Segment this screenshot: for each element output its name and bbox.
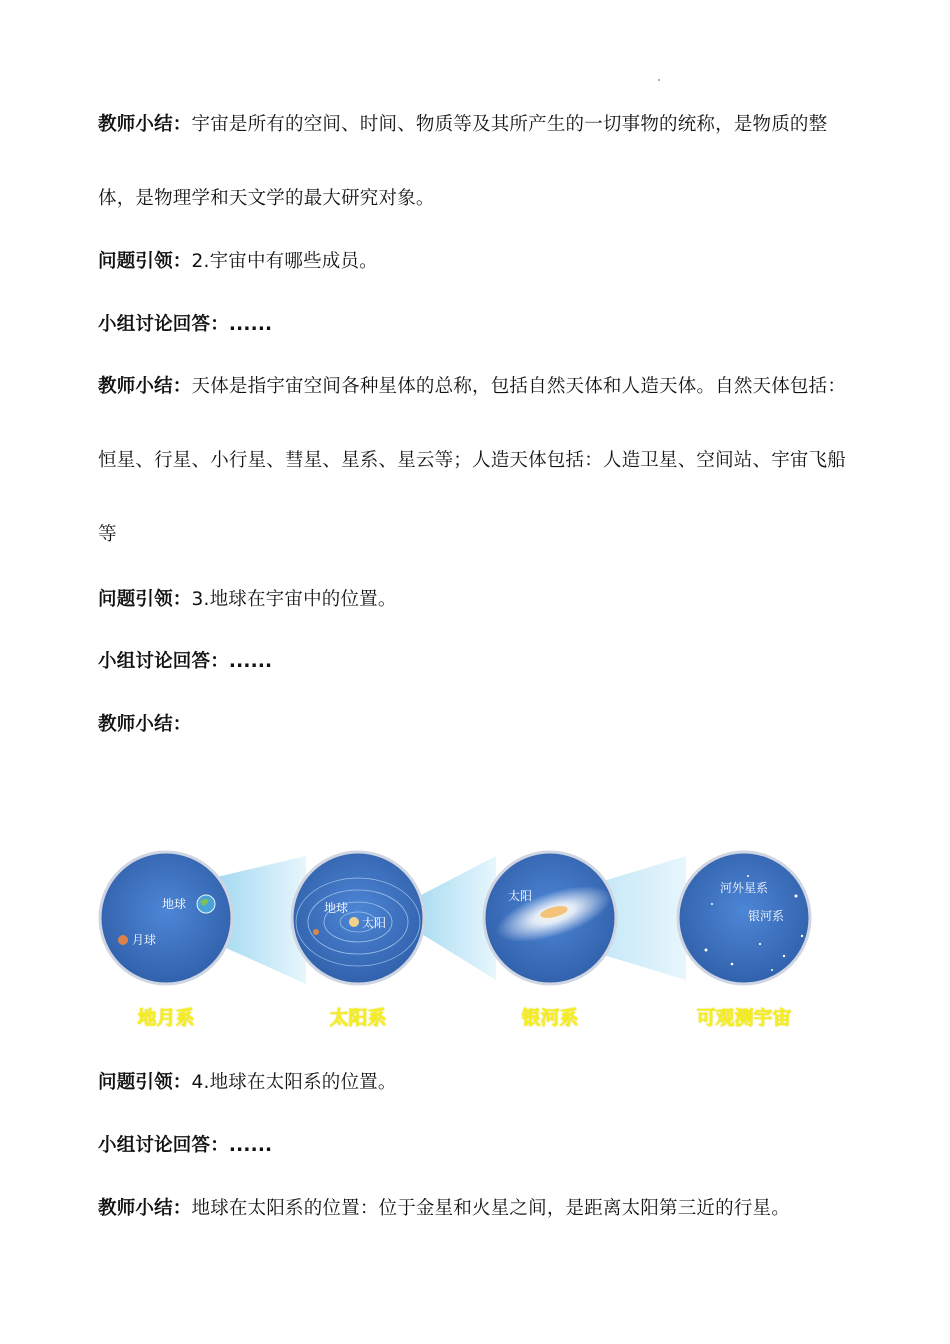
paragraph-text: 地球在太阳系的位置：位于金星和火星之间，是距离太阳第三近的行星。: [191, 1198, 790, 1219]
paragraph-summary-1: [98, 88, 850, 236]
caption-observable-universe: 可观测宇宙: [696, 1007, 792, 1029]
moon-icon: [118, 935, 128, 945]
paragraph-label: 教师小结：: [98, 114, 192, 135]
sun-label: 太阳: [508, 889, 533, 903]
earth-label: 地球: [162, 897, 187, 911]
extragalactic-label: 河外星系: [720, 881, 769, 895]
paragraph-label: 小组讨论回答：: [98, 314, 229, 335]
paragraph-text: 宇宙是所有的空间、时间、物质等及其所产生的一切事物的统称，是物质的整体，是物理学和天文学的最大研究对象。: [98, 114, 828, 209]
observable-universe-circle: [678, 852, 810, 984]
paragraph-text: 2.宇宙中有哪些成员。: [191, 251, 378, 272]
paragraph-label: 教师小结：: [98, 714, 192, 735]
paragraph-summary-2: [98, 350, 850, 572]
paragraph-text: 4.地球在太阳系的位置。: [191, 1072, 397, 1093]
caption-earth-moon-system: 地月系: [137, 1007, 195, 1029]
universe-hierarchy-diagram: [96, 840, 836, 1000]
paragraph-summary-4: [98, 1172, 850, 1246]
paragraph-label: 教师小结：: [98, 376, 192, 397]
earth-moon-circle: [100, 852, 232, 984]
earth-label: 地球: [324, 901, 349, 915]
stray-dot: [658, 79, 660, 81]
caption-milky-way: 银河系: [521, 1007, 579, 1029]
paragraph-text: ......: [228, 1135, 273, 1156]
paragraph-text: 3.地球在宇宙中的位置。: [191, 589, 397, 610]
paragraph-label: 小组讨论回答：: [98, 651, 229, 672]
paragraph-label: 问题引领：: [98, 589, 192, 610]
milky-way-label: 银河系: [748, 909, 785, 923]
paragraph-text: 天体是指宇宙空间各种星体的总称，包括自然天体和人造天体。自然天体包括：恒星、行星、小行星、彗星、星系、星云等；人造天体包括：人造卫星、空间站、宇宙飞船等: [98, 376, 847, 545]
paragraph-label: 小组讨论回答：: [98, 1135, 229, 1156]
paragraph-label: 问题引领：: [98, 251, 192, 272]
paragraph-text: ......: [228, 314, 273, 335]
planet-icon: [313, 929, 319, 935]
paragraph-label: 教师小结：: [98, 1198, 192, 1219]
paragraph-label: 问题引领：: [98, 1072, 192, 1093]
paragraph-summary-3: [98, 688, 850, 762]
paragraph-text: ......: [228, 651, 273, 672]
moon-label: 月球: [132, 933, 157, 947]
caption-solar-system: 太阳系: [329, 1007, 387, 1029]
solar-system-circle: [292, 852, 424, 984]
sun-icon: [349, 917, 359, 927]
sun-label: 太阳: [362, 916, 387, 930]
